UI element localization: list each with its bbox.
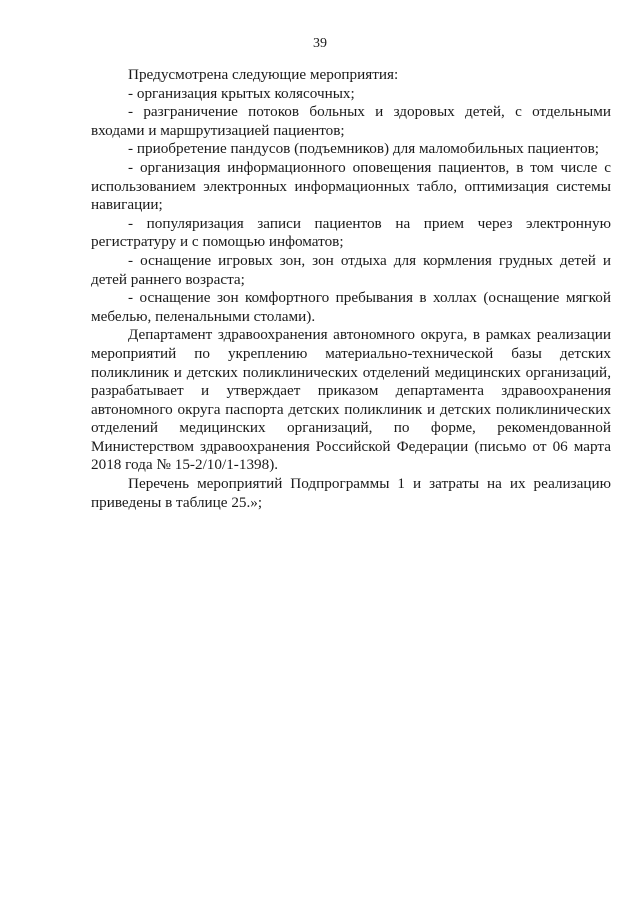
paragraph-intro: Предусмотрена следующие мероприятия: <box>128 66 399 83</box>
list-item: - организация крытых колясочных; <box>128 84 355 102</box>
list-item: - разграничение потоков больных и здоровых детей, с отдельными входами и маршрутизацией пациентов; <box>91 103 611 139</box>
document-body <box>91 66 611 512</box>
paragraph-list-reference: Перечень мероприятий Подпрограммы 1 и затраты на их реализацию приведены в таблице 25.»; <box>91 475 611 511</box>
list-item: - оснащение зон комфортного пребывания в холлах (оснащение мягкой мебелью, пеленальными столами). <box>91 289 611 325</box>
list-item: - оснащение игровых зон, зон отдыха для кормления грудных детей и детей раннего возраста; <box>91 251 611 288</box>
paragraph-department: Департамент здравоохранения автономного округа, в рамках реализации мероприятий по укреплению материально-технической базы детских поликлиник и детских поликлинических отделений медицинских организаций, разрабатывает и утверждает приказом департамента здравоохранения автономного округа паспорта детских поликлиник и детских поликлинических отделений медицинских организаций, по форме, рекомендованной Министерством здравоохранения Российской Федерации (письмо от 06 марта 2018 года № 15-2/10/1-1398). <box>91 326 611 474</box>
list-item: - популяризация записи пациентов на прием через электронную регистратуру и с помощью инфоматов; <box>91 214 611 251</box>
page-number: 39 <box>313 36 327 51</box>
list-item: - организация информационного оповещения пациентов, в том числе с использованием электронных информационных табло, оптимизация системы навигации; <box>91 158 611 214</box>
list-item: - приобретение пандусов (подъемников) для маломобильных пациентов; <box>128 140 599 158</box>
